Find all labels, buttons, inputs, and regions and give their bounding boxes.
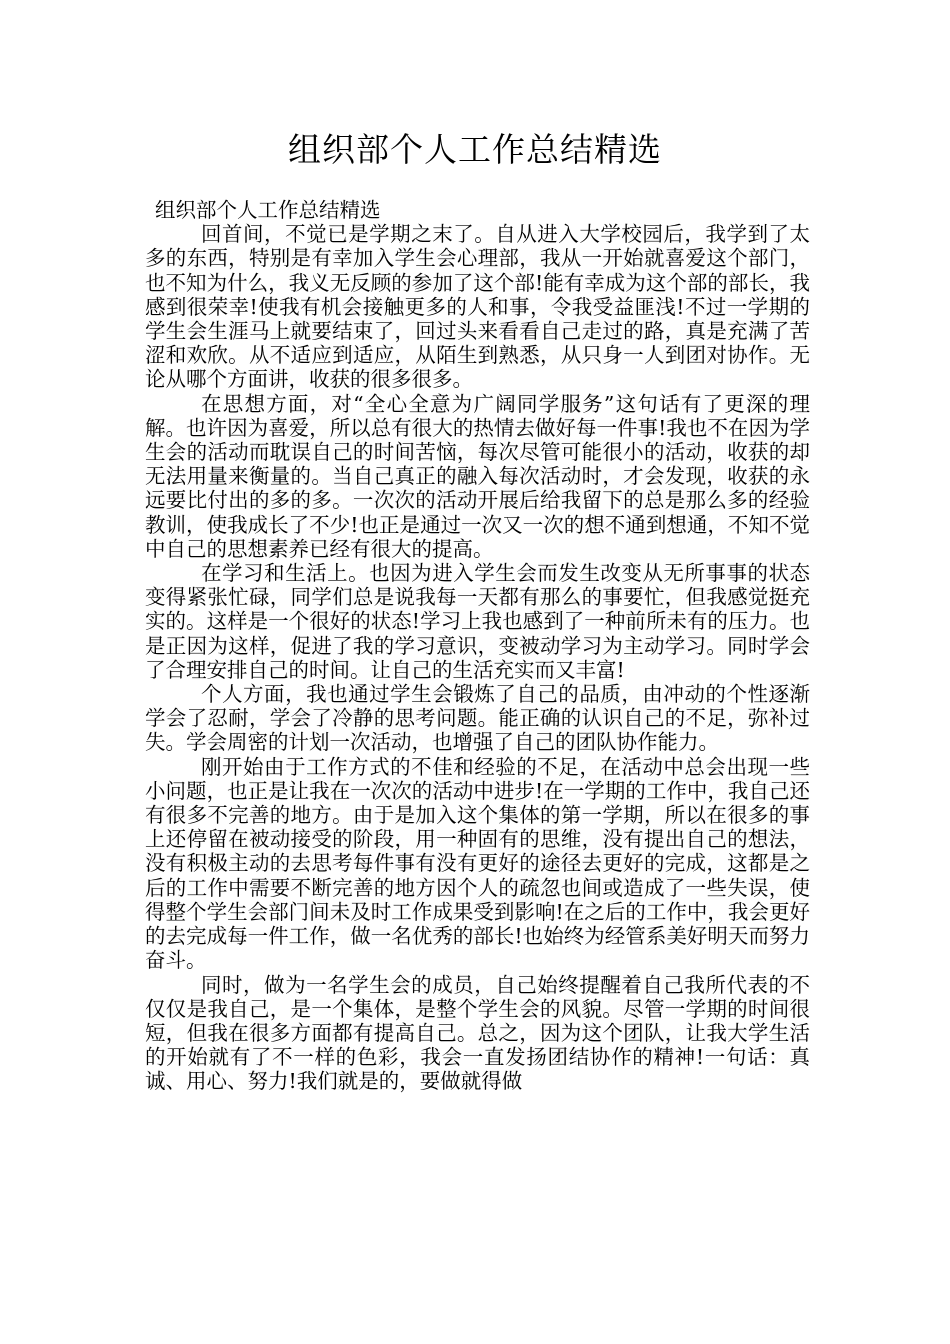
paragraph-4: 个人方面，我也通过学生会锻炼了自己的品质，由冲动的个性逐渐学会了忍耐，学会了冷静的思考问题。能正确的认识自己的不足，弥补过失。学会周密的计划一次活动，也增强了自己的团队协作能力。 bbox=[145, 682, 810, 755]
paragraph-2: 在思想方面，对“全心全意为广阔同学服务”这句话有了更深的理解。也许因为喜爱，所以总有很大的热情去做好每一件事!我也不在因为学生会的活动而耽误自己的时间苦恼，每次尽管可能很小的活动，收获的却无法用量来衡量的。当自己真正的融入每次活动时，才会发现，收获的永远要比付出的多的多。一次次的活动开展后给我留下的总是那么多的经验教训，使我成长了不少!也正是通过一次又一次的想不通到想通，不知不觉中自己的思想素养已经有很大的提高。 bbox=[145, 391, 810, 561]
paragraph-1: 回首间，不觉已是学期之末了。自从进入大学校园后，我学到了太多的东西，特别是有幸加入学生会心理部，我从一开始就喜爱这个部门，也不知为什么，我义无反顾的参加了这个部!能有幸成为这个部的部长，我感到很荣幸!使我有机会接触更多的人和事，令我受益匪浅!不过一学期的学生会生涯马上就要结束了，回过头来看看自己走过的路，真是充满了苦涩和欢欣。从不适应到适应，从陌生到熟悉，从只身一人到团对协作。无论从哪个方面讲，收获的很多很多。 bbox=[145, 222, 810, 392]
paragraph-5: 刚开始由于工作方式的不佳和经验的不足，在活动中总会出现一些小问题，也正是让我在一次次的活动中进步!在一学期的工作中，我自己还有很多不完善的地方。由于是加入这个集体的第一学期，所以在很多的事上还停留在被动接受的阶段，用一种固有的思维，没有提出自己的想法，没有积极主动的去思考每件事有没有更好的途径去更好的完成，这都是之后的工作中需要不断完善的地方因个人的疏忽也间或造成了一些失误，使得整个学生会部门间未及时工作成果受到影响!在之后的工作中，我会更好的去完成每一件工作，做一名优秀的部长!也始终为经管系美好明天而努力奋斗。 bbox=[145, 754, 810, 973]
document-subtitle: 组织部个人工作总结精选 bbox=[155, 198, 381, 222]
document-title: 组织部个人工作总结精选 bbox=[288, 130, 662, 169]
document-body bbox=[145, 198, 810, 1094]
paragraph-6: 同时，做为一名学生会的成员，自己始终提醒着自己我所代表的不仅仅是我自己，是一个集体，是整个学生会的风貌。尽管一学期的时间很短，但我在很多方面都有提高自己。总之，因为这个团队，让我大学生活的开始就有了不一样的色彩，我会一直发扬团结协作的精神!一句话：真诚、用心、努力!我们就是的，要做就得做 bbox=[145, 972, 810, 1094]
paragraph-3: 在学习和生活上。也因为进入学生会而发生改变从无所事事的状态变得紧张忙碌，同学们总是说我每一天都有那么的事要忙，但我感觉挺充实的。这样是一个很好的状态!学习上我也感到了一种前所未有的压力。也是正因为这样，促进了我的学习意识，变被动学习为主动学习。同时学会了合理安排自己的时间。让自己的生活充实而又丰富! bbox=[145, 561, 810, 682]
